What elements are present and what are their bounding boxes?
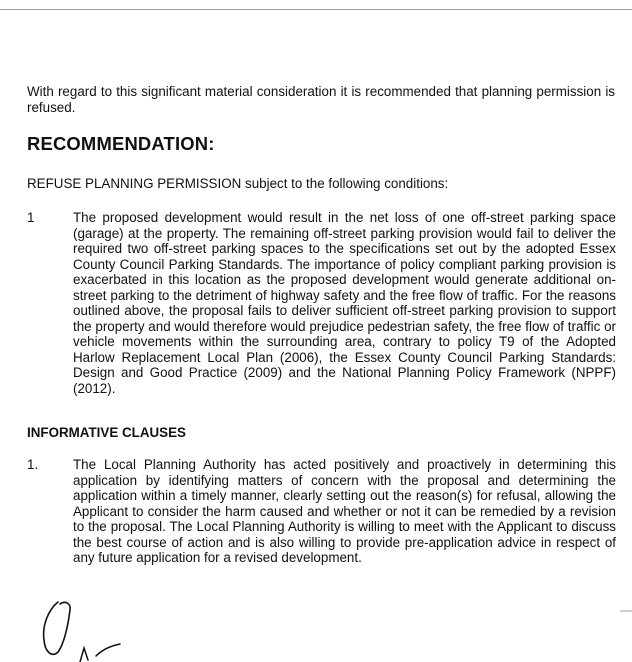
condition-number: 1: [27, 210, 35, 225]
condition-text: The proposed development would result in the net loss of one off-street parking space (garage) at the property. The remaining off-street parking provision would fail to deliver the required two off-street parking spaces to the specifications set out by the adopted Essex County Council Parking Standards. The importance of policy compliant parking provision is exacerbated in this location as the proposed development would generate additional on-street parking to the detriment of highway safety and the free flow of traffic. For the reasons outlined above, the proposal fails to deliver sufficient off-street parking provision to support the property and would therefore would prejudice pedestrian safety, the free flow of traffic or vehicle movements within the surrounding area, contrary to policy T9 of the Adopted Harlow Replacement Local Plan (2006), the Essex County Council Parking Standards: Design and Good Practice (2009) and the National Planning Policy Framework (NPPF) (2012).: [73, 210, 616, 396]
signature-mark: [30, 596, 150, 662]
intro-paragraph: With regard to this significant material consideration it is recommended that planning permission is refused.: [27, 84, 615, 115]
informative-heading: INFORMATIVE CLAUSES: [27, 425, 186, 440]
informative-text: The Local Planning Authority has acted positively and proactively in determining this application by identifying matters of concern with the proposal and determining the application within a timely manner, clearly setting out the reason(s) for refusal, allowing the Applicant to consider the harm caused and whether or not it can be remedied by a revision to the proposal. The Local Planning Authority is willing to meet with the Applicant to discuss the best course of action and is also willing to provide pre-application advice in respect of any future application for a revised development.: [73, 457, 616, 565]
page-edge-mark: [620, 610, 632, 612]
top-divider: [0, 9, 632, 10]
refuse-line: REFUSE PLANNING PERMISSION subject to the following conditions:: [27, 176, 449, 191]
informative-number: 1.: [27, 457, 39, 472]
recommendation-heading: RECOMMENDATION:: [27, 133, 215, 154]
